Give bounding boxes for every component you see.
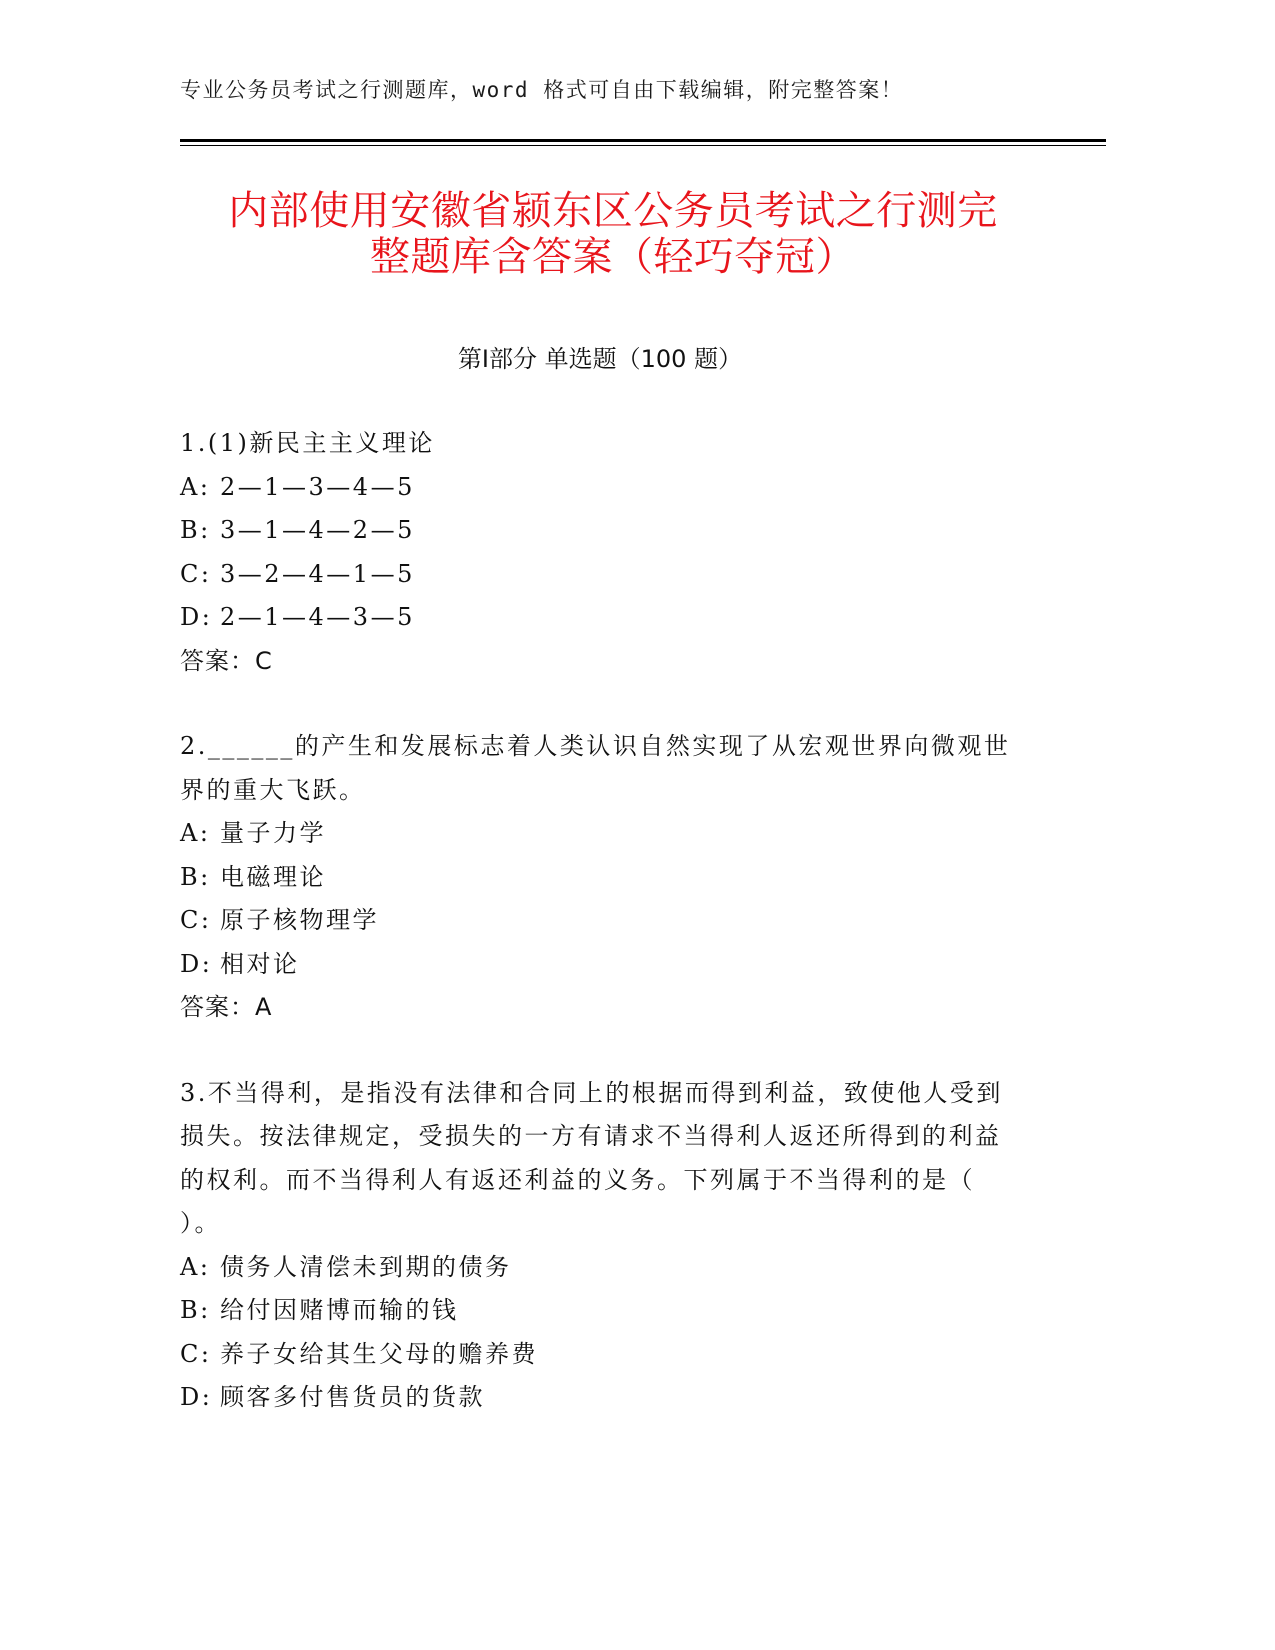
option-letter: B:	[180, 862, 211, 891]
option-letter: A:	[180, 819, 211, 847]
question-stem: 2.______的产生和发展标志着人类认识自然实现了从宏观世界向微观世界的重大飞跃。	[180, 732, 1011, 804]
option-letter: D:	[180, 1383, 213, 1411]
option-text: 给付因赌博而输的钱	[220, 1296, 459, 1324]
header-rule-thick	[180, 139, 1106, 142]
option-c	[180, 899, 1020, 943]
question-stem: 3.不当得利，是指没有法律和合同上的根据而得到利益，致使他人受到损失。按法律规定，受损失的一方有请求不当得利人返还所得到的利益的权利。而不当得利人有返还利益的义务。下列属于不当得利的是（ ）。	[180, 1078, 1003, 1237]
question-3	[180, 1072, 1020, 1420]
option-text: 3—2—4—1—5	[220, 559, 415, 588]
option-text: 2—1—4—3—5	[220, 603, 415, 631]
question-1	[180, 422, 1020, 683]
question-stem: 1.(1)新民主主义理论	[180, 429, 435, 457]
option-letter: B:	[180, 516, 211, 544]
option-d	[180, 596, 1020, 640]
option-b	[180, 509, 1020, 553]
option-letter: A:	[180, 472, 211, 501]
option-text: 养子女给其生父母的赡养费	[220, 1339, 538, 1368]
option-d	[180, 1376, 1020, 1420]
option-c	[180, 553, 1020, 597]
option-d	[180, 943, 1020, 987]
header-rule-thin	[180, 145, 1106, 146]
option-c	[180, 1333, 1020, 1377]
option-a	[180, 1246, 1020, 1290]
document-title-line1: 内部使用安徽省颍东区公务员考试之行测完	[228, 188, 998, 234]
option-letter: D:	[180, 949, 213, 978]
header-note: 专业公务员考试之行测题库，word 格式可自由下载编辑，附完整答案！	[180, 78, 904, 102]
option-letter: A:	[180, 1252, 211, 1281]
option-letter: C:	[180, 906, 212, 934]
option-text: 相对论	[220, 949, 300, 978]
section-heading: 第Ⅰ部分 单选题（100 题）	[457, 345, 743, 373]
option-a	[180, 812, 1020, 856]
option-text: 2—1—3—4—5	[220, 472, 415, 501]
option-text: 量子力学	[220, 819, 326, 847]
option-b	[180, 856, 1020, 900]
option-letter: C:	[180, 1339, 212, 1368]
option-a	[180, 466, 1020, 510]
question-list	[180, 422, 1020, 1462]
option-letter: C:	[180, 559, 212, 588]
document-title	[150, 188, 1076, 280]
option-text: 债务人清偿未到期的债务	[220, 1252, 512, 1281]
option-letter: D:	[180, 603, 213, 631]
question-2	[180, 725, 1020, 1030]
document-title-line2: 整题库含答案（轻巧夺冠）	[370, 234, 856, 280]
option-b	[180, 1289, 1020, 1333]
option-text: 顾客多付售货员的货款	[220, 1383, 485, 1411]
option-text: 3—1—4—2—5	[220, 516, 415, 544]
option-text: 电磁理论	[220, 862, 326, 891]
option-text: 原子核物理学	[220, 906, 379, 934]
answer: 答案：C	[180, 646, 273, 675]
answer: 答案：A	[180, 993, 273, 1021]
option-letter: B:	[180, 1296, 211, 1324]
